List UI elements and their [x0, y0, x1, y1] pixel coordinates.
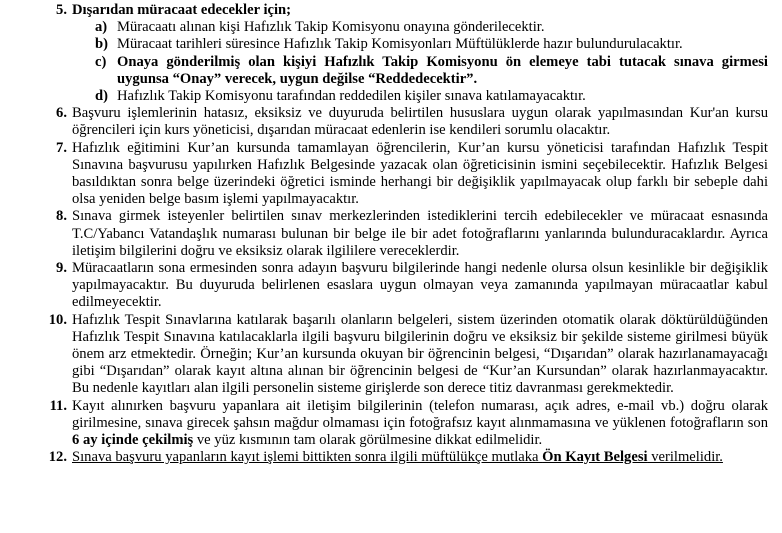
item-text-part: ve yüz kısmının tam olarak görülmesine dikkat edilmelidir.	[193, 432, 543, 449]
item-number: 10.	[48, 311, 67, 328]
list-item-12	[0, 449, 768, 466]
item-number: 7.	[56, 139, 67, 156]
sub-item-letter: c)	[95, 53, 107, 70]
item-text: Başvuru işlemlerinin hatasız, eksiksiz ve duyuruda belirtilen hususlara uygun olarak yapılmasından Kur'an kursu öğrencileri için kurs yöneticisi, dışarıdan müracaat edenlerin ise kendileri sorumlu olacaktır.	[72, 105, 768, 139]
list-item-10	[0, 312, 768, 398]
list-item-5	[0, 2, 768, 19]
item-number: 8.	[56, 208, 67, 225]
item-number: 6.	[56, 105, 67, 122]
list-item-7	[0, 140, 768, 209]
item-number: 5.	[56, 2, 67, 18]
sub-item-letter: b)	[95, 36, 108, 53]
item-text-part: Sınava başvuru yapanların kayıt işlemi bittikten sonra ilgili müftülükçe mutlaka	[72, 449, 543, 466]
sub-item-text: Onaya gönderilmiş olan kişiyi Hafızlık Takip Komisyonu ön elemeye tabi tutacak sınava girmesi uygunsa “Onay” verecek, uygun değilse “Reddedecektir”.	[117, 53, 768, 87]
item-text: Müracaatların sona ermesinden sonra adayın başvuru bilgilerinde hangi nedenle olursa olsun kesinlikle bir değişiklik yapılmayacaktır. Bu duyuruda belirlenen esaslara uygun olmayan veya zamanında yapılmayan müracaatlar kabul edilmeyecektir.	[72, 260, 768, 311]
sub-item-letter: a)	[95, 19, 108, 36]
item-text: Hafızlık Tespit Sınavlarına katılarak başarılı olanların belgeleri, sistem üzerinden otomatik olarak döktürüldüğünden Hafızlık Tespit Sınavına katılacaklarla ilgili başvuru bilgilerinin doğru ve eksiksiz bir şekilde sisteme girilmesi büyük önem arz etmektedir. Örneğin; Kur’an kursunda okuyan bir öğrencinin belgesi, “Dışarıdan” olarak hazırlanamayacağı gibi “Dışarıdan” olarak kayıt altına alınan bir öğrencinin belgesi de “Kur’an Kursundan” olarak hazırlanmayacaktır. Bu nedenle kayıtları alan ilgili personelin sisteme girişlerde son derece titiz davranması gerekmektedir.	[72, 311, 768, 397]
item-text-bold: Ön Kayıt Belgesi	[542, 449, 648, 466]
sub-item-text: Müracaat tarihleri süresince Hafızlık Takip Komisyonları Müftülüklerde hazır bulundurulacaktır.	[117, 36, 683, 53]
item-text	[67, 398, 768, 450]
sub-item-a	[95, 19, 768, 36]
sub-item-text: Hafızlık Takip Komisyonu tarafından reddedilen kişiler sınava katılamayacaktır.	[117, 88, 586, 105]
item-number: 12.	[48, 449, 67, 466]
item-number: 11.	[49, 397, 67, 414]
sub-item-b	[95, 36, 768, 53]
list-item-9	[0, 260, 768, 312]
item-title: Dışarıdan müracaat edecekler için;	[72, 2, 292, 18]
item-text: Sınava girmek isteyenler belirtilen sınav merkezlerinden istediklerini tercih edebilecekler ve müracaat esnasında T.C/Yabancı Vatandaşlık numarası bulunan bir belge ile bir adet fotoğraflarını yanlarında bulunduracaklardır. Ayrıca iletişim bilgilerini doğru ve eksiksiz olarak ilgililere vereceklerdir.	[72, 208, 768, 259]
list-item-8	[0, 208, 768, 260]
sub-item-text: Müracaatı alınan kişi Hafızlık Takip Komisyonu onayına gönderilecektir.	[117, 19, 545, 36]
sub-item-c	[95, 54, 768, 88]
item-text	[67, 449, 768, 466]
item-text-part: verilmelidir.	[647, 449, 723, 466]
sub-item-letter: d)	[95, 88, 108, 105]
sub-item-d	[95, 88, 768, 105]
item-number: 9.	[56, 260, 67, 277]
list-item-6	[0, 105, 768, 139]
list-item-11	[0, 398, 768, 450]
item-text: Hafızlık eğitimini Kur’an kursunda tamamlayan öğrencilerin, Kur’an kursu yöneticisi tarafından Hafızlık Tespit Sınavına başvurusu yapılırken Hafızlık Belgesinde yazacak olan öğreticisinin ismini seçebilecektir. Hafızlık Belgesi basıldıktan sonra belge üzerindeki öğretici isminde herhangi bir değişiklik yapılmayacak olup farklı bir sebeple dahi olsa yeniden belge basım işlemi yapılmayacaktır.	[72, 139, 768, 208]
item-text-bold: 6 ay içinde çekilmiş	[72, 432, 194, 449]
item-text-part: Kayıt alınırken başvuru yapanlara ait iletişim bilgilerinin (telefon numarası, açık adres, e-mail vb.) doğru olarak girilmesine, sınava girecek şahsın mağdur olmaması için fotoğrafsız kayıt alınmamasına ve yüklenen fotoğrafların son	[72, 397, 768, 431]
